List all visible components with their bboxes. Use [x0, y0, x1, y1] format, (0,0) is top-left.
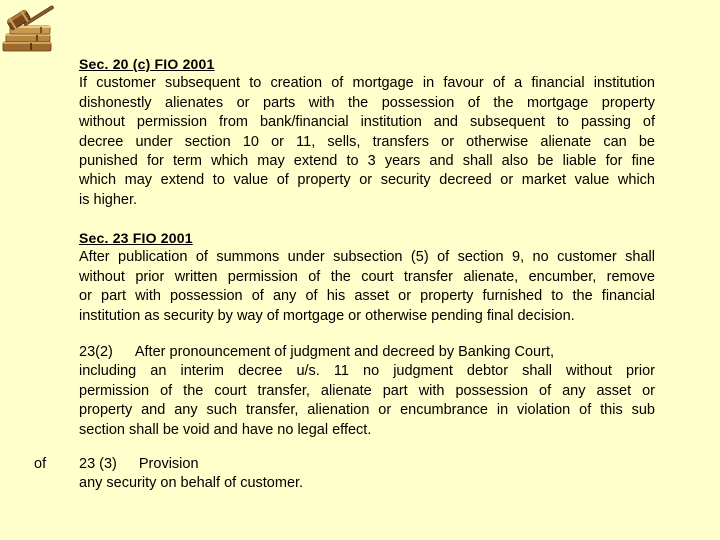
paragraph-line: permission of the court transfer, alienate part with possession of any asset or — [79, 382, 655, 399]
paragraph-line: institution as security by way of mortgage or otherwise pending final decision. — [79, 307, 575, 324]
subsection-continuation: any security on behalf of customer. — [79, 475, 304, 492]
gavel-icon — [0, 0, 66, 54]
section-heading: Sec. 23 FIO 2001 — [79, 230, 193, 246]
paragraph-line: punished for term which may extend to 3 years and shall also be liable for fine — [79, 153, 655, 170]
section-fio-23 — [79, 229, 655, 326]
paragraph-line: property and any such transfer, alienation or encumbrance in violation of this sub — [79, 402, 655, 419]
paragraph-line: is higher. — [79, 191, 138, 208]
paragraph-line: After publication of summons under subsection (5) of section 9, no customer shall — [79, 249, 655, 266]
section-23-2 — [79, 343, 655, 440]
paragraph-line: section shall be void and have no legal effect. — [79, 421, 372, 438]
paragraph-line: or part with possession of any of his asset or property furnished to the financial — [79, 288, 655, 305]
subsection-first-line — [79, 343, 655, 362]
paragraph-line: If customer subsequent to creation of mortgage in favour of a financial institution — [79, 75, 655, 92]
paragraph-line: without permission from bank/financial institution and subsequent to passing of — [79, 114, 655, 131]
paragraph-line: dishonestly alienates or parts with the possession of the mortgage property — [79, 94, 655, 111]
paragraph-line: decree under section 10 or 11, sells, transfers or otherwise alienate can be — [79, 133, 655, 150]
paragraph-line: without prior written permission of the court transfer alienate, encumber, remove — [79, 268, 655, 285]
section-23-3 — [79, 455, 655, 494]
subsection-first-line — [79, 455, 655, 474]
subsection-text: After pronouncement of judgment and decreed by Banking Court, — [134, 344, 555, 360]
section-heading: Sec. 20 (c) FIO 2001 — [79, 56, 215, 72]
paragraph-line: including an interim decree u/s. 11 no judgment debtor shall without prior — [79, 363, 655, 380]
section-paragraph — [79, 74, 655, 210]
margin-word: of — [34, 456, 47, 472]
paragraph-line: which may extend to value of property or security decreed or market value which — [79, 172, 655, 189]
subsection-number: 23(2) — [79, 344, 113, 360]
section-fio-20c — [79, 55, 655, 210]
subsection-number: 23 (3) — [79, 456, 117, 472]
section-paragraph — [79, 362, 655, 440]
subsection-text: Provision — [138, 456, 199, 472]
law-books-icon — [3, 26, 51, 51]
section-paragraph — [79, 248, 655, 326]
